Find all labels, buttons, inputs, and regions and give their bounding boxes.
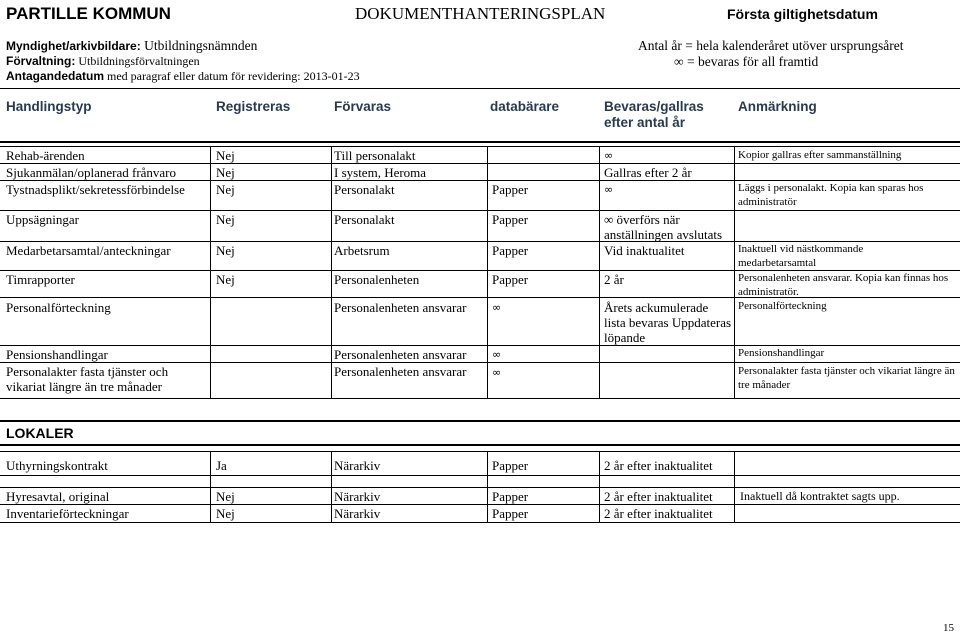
row-line bbox=[0, 345, 960, 346]
col-line bbox=[210, 146, 211, 398]
table-top-border bbox=[0, 141, 960, 143]
cell-stored: Närarkiv bbox=[334, 489, 381, 504]
col-line bbox=[487, 451, 488, 522]
cell-type: Timrapporter bbox=[6, 272, 75, 287]
row-line bbox=[0, 451, 960, 452]
row-line bbox=[0, 522, 960, 523]
col-line bbox=[599, 146, 600, 398]
row-line bbox=[0, 504, 960, 505]
col-line bbox=[331, 451, 332, 522]
cell-medium: Papper bbox=[492, 212, 529, 227]
cell-type: Uthyrningskontrakt bbox=[6, 458, 108, 473]
col-line bbox=[331, 146, 332, 398]
cell-remark: Läggs i personalakt. Kopia kan sparas hos administratör bbox=[738, 182, 924, 208]
cell-registered: Nej bbox=[216, 182, 235, 197]
cell-retention: 2 år efter inaktualitet bbox=[604, 506, 713, 521]
cell-remark: Kopior gallras efter sammanställning bbox=[738, 149, 902, 161]
col-retention-2: efter antal år bbox=[604, 115, 686, 130]
cell-stored: Närarkiv bbox=[334, 458, 381, 473]
infinity-icon: ∞ bbox=[492, 348, 502, 361]
section-title-border bbox=[0, 444, 960, 446]
cell-registered: Nej bbox=[216, 272, 235, 287]
cell-type: Inventarieförteckningar bbox=[6, 506, 129, 521]
cell-stored: Arbetsrum bbox=[334, 243, 390, 258]
cell-remark: Personalförteckning bbox=[738, 300, 827, 312]
cell-stored: Personalenheten ansvarar bbox=[334, 300, 467, 315]
row-line bbox=[0, 146, 960, 147]
cell-stored: Personalakt bbox=[334, 182, 395, 197]
col-stored: Förvaras bbox=[334, 99, 392, 114]
cell-type: Medarbetarsamtal/anteckningar bbox=[6, 243, 171, 258]
cell-registered: Nej bbox=[216, 489, 235, 504]
infinity-icon: ∞ bbox=[604, 149, 614, 162]
cell-type: Personalakter fasta tjänster och vikariat längre än tre månader bbox=[6, 364, 169, 394]
cell-type: Pensionshandlingar bbox=[6, 347, 108, 362]
cell-remark: Inaktuell vid nästkommande medarbetarsamtal bbox=[738, 243, 864, 269]
cell-medium: Papper bbox=[492, 272, 529, 287]
cell-type: Uppsägningar bbox=[6, 212, 79, 227]
adopted-value: 2013-01-23 bbox=[303, 69, 360, 83]
infinity-icon: ∞ bbox=[604, 183, 614, 196]
cell-registered: Nej bbox=[216, 243, 235, 258]
cell-registered: Ja bbox=[216, 458, 227, 473]
org-name: PARTILLE KOMMUN bbox=[6, 4, 171, 23]
row-line bbox=[0, 362, 960, 363]
first-valid-label: Första giltighetsdatum bbox=[727, 6, 878, 22]
cell-type: Sjukanmälan/oplanerad frånvaro bbox=[6, 165, 177, 180]
cell-stored: Personalenheten ansvarar bbox=[334, 364, 467, 379]
col-line bbox=[487, 146, 488, 398]
col-line bbox=[210, 451, 211, 522]
col-medium: databärare bbox=[490, 99, 560, 114]
row-line bbox=[0, 487, 960, 488]
cell-medium: Papper bbox=[492, 458, 529, 473]
cell-medium: Papper bbox=[492, 182, 529, 197]
row-line bbox=[0, 475, 960, 476]
cell-type: Tystnadsplikt/sekretessförbindelse bbox=[6, 182, 185, 197]
cell-stored: Personalakt bbox=[334, 212, 395, 227]
cell-medium: Papper bbox=[492, 506, 529, 521]
cell-stored: I system, Heroma bbox=[334, 165, 427, 180]
infinity-note: ∞ = bevaras för all framtid bbox=[674, 54, 819, 69]
col-registered: Registreras bbox=[216, 99, 291, 114]
cell-stored: Personalenheten ansvarar bbox=[334, 347, 467, 362]
cell-type: Rehab-ärenden bbox=[6, 148, 85, 163]
cell-remark: Inaktuell då kontraktet sagts upp. bbox=[740, 489, 900, 503]
row-line bbox=[0, 398, 960, 399]
owner-line bbox=[6, 38, 257, 54]
cell-retention: 2 år efter inaktualitet bbox=[604, 489, 713, 504]
row-line bbox=[0, 163, 960, 164]
cell-stored: Personalenheten bbox=[334, 272, 420, 287]
section-top-border bbox=[0, 420, 960, 422]
admin-value: Utbildningsförvaltningen bbox=[78, 54, 200, 68]
adopted-line bbox=[6, 69, 360, 84]
cell-retention: ∞ överförs när anställningen avslutats bbox=[604, 212, 723, 242]
adopted-label: Antagandedatum bbox=[6, 69, 105, 83]
col-retention-1: Bevaras/gallras bbox=[604, 99, 704, 114]
col-type: Handlingstyp bbox=[6, 99, 92, 114]
cell-stored: Till personalakt bbox=[334, 148, 416, 163]
adopted-desc: med paragraf eller datum för revidering: bbox=[107, 69, 301, 83]
owner-value: Utbildningsnämnden bbox=[144, 38, 258, 53]
infinity-icon: ∞ bbox=[492, 301, 502, 314]
cell-type: Hyresavtal, original bbox=[6, 489, 110, 504]
cell-stored: Närarkiv bbox=[334, 506, 381, 521]
cell-retention: 2 år bbox=[604, 272, 624, 287]
cell-retention: Gallras efter 2 år bbox=[604, 165, 692, 180]
cell-remark: Personalenheten ansvarar. Kopia kan finnas hos administratör. bbox=[738, 272, 949, 298]
cell-registered: Nej bbox=[216, 165, 235, 180]
header-divider bbox=[0, 88, 960, 89]
col-remark: Anmärkning bbox=[738, 99, 817, 114]
page-number: 15 bbox=[943, 622, 954, 634]
infinity-icon: ∞ bbox=[492, 366, 502, 379]
cell-registered: Nej bbox=[216, 506, 235, 521]
cell-remark: Personalakter fasta tjänster och vikariat längre än tre månader bbox=[738, 365, 955, 391]
admin-label: Förvaltning: bbox=[6, 54, 76, 68]
document-title: DOKUMENTHANTERINGSPLAN bbox=[355, 4, 606, 23]
owner-label: Myndighet/arkivbildare: bbox=[6, 39, 141, 53]
cell-registered: Nej bbox=[216, 212, 235, 227]
cell-retention: Årets ackumulerade lista bevaras Uppdateras löpande bbox=[604, 300, 732, 345]
cell-registered: Nej bbox=[216, 148, 235, 163]
section-title: LOKALER bbox=[6, 425, 74, 441]
row-line bbox=[0, 210, 960, 211]
admin-line bbox=[6, 54, 200, 69]
col-line bbox=[599, 451, 600, 522]
cell-type: Personalförteckning bbox=[6, 300, 111, 315]
cell-medium: Papper bbox=[492, 243, 529, 258]
cell-remark: Pensionshandlingar bbox=[738, 347, 825, 359]
col-line bbox=[734, 451, 735, 522]
cell-retention: 2 år efter inaktualitet bbox=[604, 458, 713, 473]
col-line bbox=[734, 146, 735, 398]
cell-retention: Vid inaktualitet bbox=[604, 243, 685, 258]
cell-medium: Papper bbox=[492, 489, 529, 504]
years-note: Antal år = hela kalenderåret utöver ursprungsåret bbox=[638, 38, 904, 53]
